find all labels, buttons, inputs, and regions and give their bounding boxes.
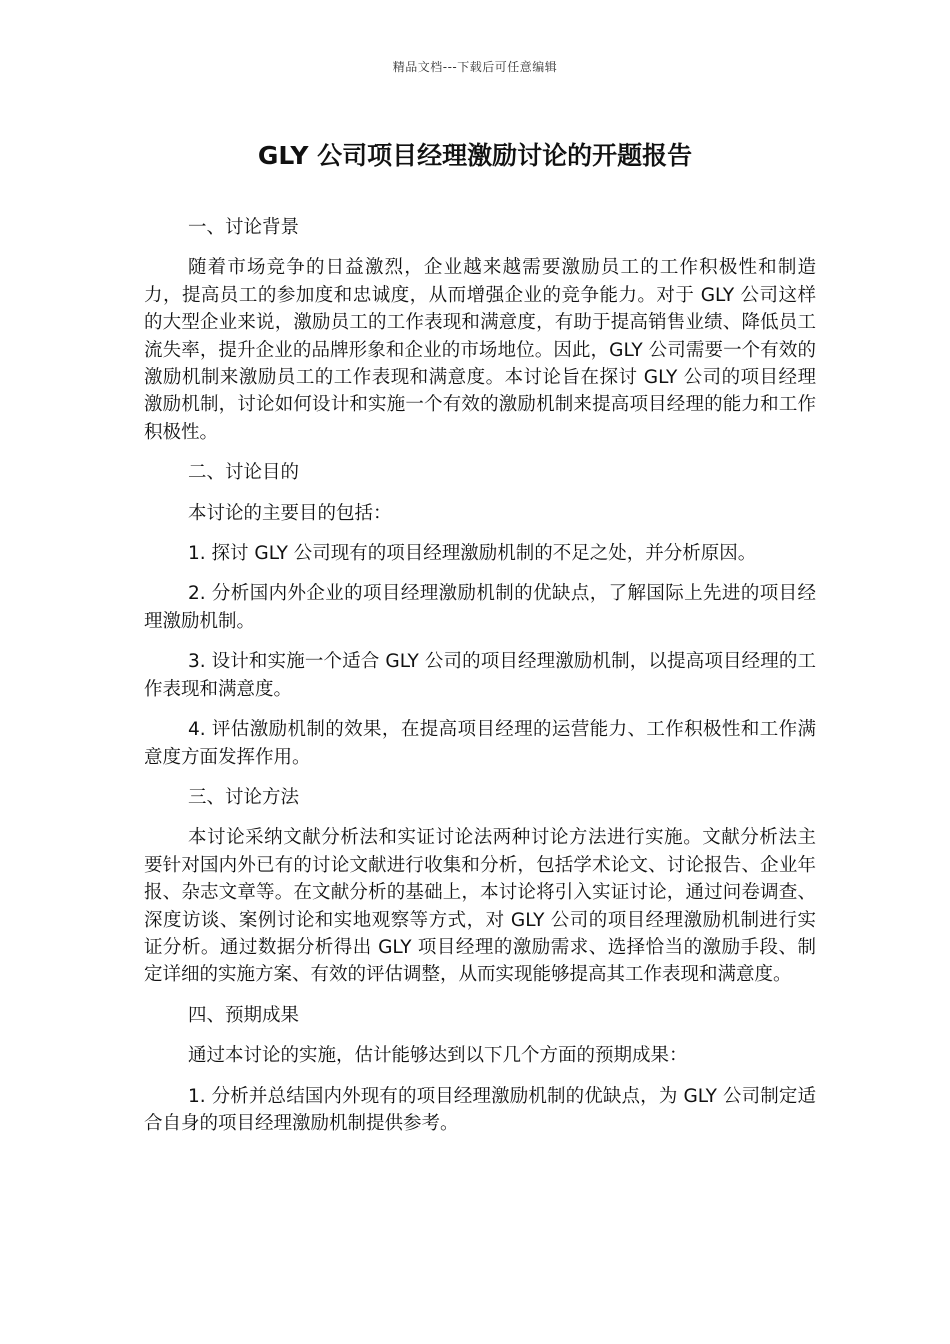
outcomes-intro: 通过本讨论的实施，估计能够达到以下几个方面的预期成果： bbox=[188, 1045, 688, 1067]
page-header-watermark: 精品文档---下载后可任意编辑 bbox=[392, 60, 558, 74]
purpose-item-2: 2. 分析国内外企业的项目经理激励机制的优缺点，了解国际上先进的项目经理激励机制。 bbox=[144, 583, 816, 632]
method-paragraph: 本讨论采纳文献分析法和实证讨论法两种讨论方法进行实施。文献分析法主要针对国内外已有的讨论文献进行收集和分析，包括学术论文、讨论报告、企业年报、杂志文章等。在文献分析的基础上，本讨论将引入实证讨论，通过问卷调查、深度访谈、案例讨论和实地观察等方式，对 GLY 公司的项目经理激励机制进行实证分析。通过数据分析得出 GLY 项目经理的激励需求、选择恰当的激励手段、制定详细的实施方案、有效的评估调整，从而实现能够提高其工作表现和满意度。 bbox=[144, 827, 816, 986]
purpose-intro: 本讨论的主要目的包括： bbox=[188, 502, 392, 524]
section-heading-purpose: 二、讨论目的 bbox=[188, 462, 300, 484]
section-heading-outcomes: 四、预期成果 bbox=[188, 1004, 300, 1026]
purpose-item-4: 4. 评估激励机制的效果，在提高项目经理的运营能力、工作积极性和工作满意度方面发挥作用。 bbox=[144, 719, 816, 768]
purpose-item-3: 3. 设计和实施一个适合 GLY 公司的项目经理激励机制，以提高项目经理的工作表现和满意度。 bbox=[144, 651, 816, 700]
outcomes-item-1: 1. 分析并总结国内外现有的项目经理激励机制的优缺点，为 GLY 公司制定适合自身的项目经理激励机制提供参考。 bbox=[144, 1085, 816, 1134]
document-title: GLY 公司项目经理激励讨论的开题报告 bbox=[257, 141, 693, 170]
section-heading-method: 三、讨论方法 bbox=[188, 786, 300, 808]
document-body bbox=[144, 214, 816, 1150]
section-heading-background: 一、讨论背景 bbox=[188, 217, 300, 238]
purpose-item-1: 1. 探讨 GLY 公司现有的项目经理激励机制的不足之处，并分析原因。 bbox=[188, 543, 757, 565]
background-paragraph: 随着市场竞争的日益激烈，企业越来越需要激励员工的工作积极性和制造力，提高员工的参加度和忠诚度，从而增强企业的竞争能力。对于 GLY 公司这样的大型企业来说，激励员工的工作表现和满意度，有助于提高销售业绩、降低员工流失率，提升企业的品牌形象和企业的市场地位。因此，GLY 公司需要一个有效的激励机制来激励员工的工作表现和满意度。本讨论旨在探讨 GLY 公司的项目经理激励机制，讨论如何设计和实施一个有效的激励机制来提高项目经理的能力和工作积极性。 bbox=[144, 257, 816, 443]
